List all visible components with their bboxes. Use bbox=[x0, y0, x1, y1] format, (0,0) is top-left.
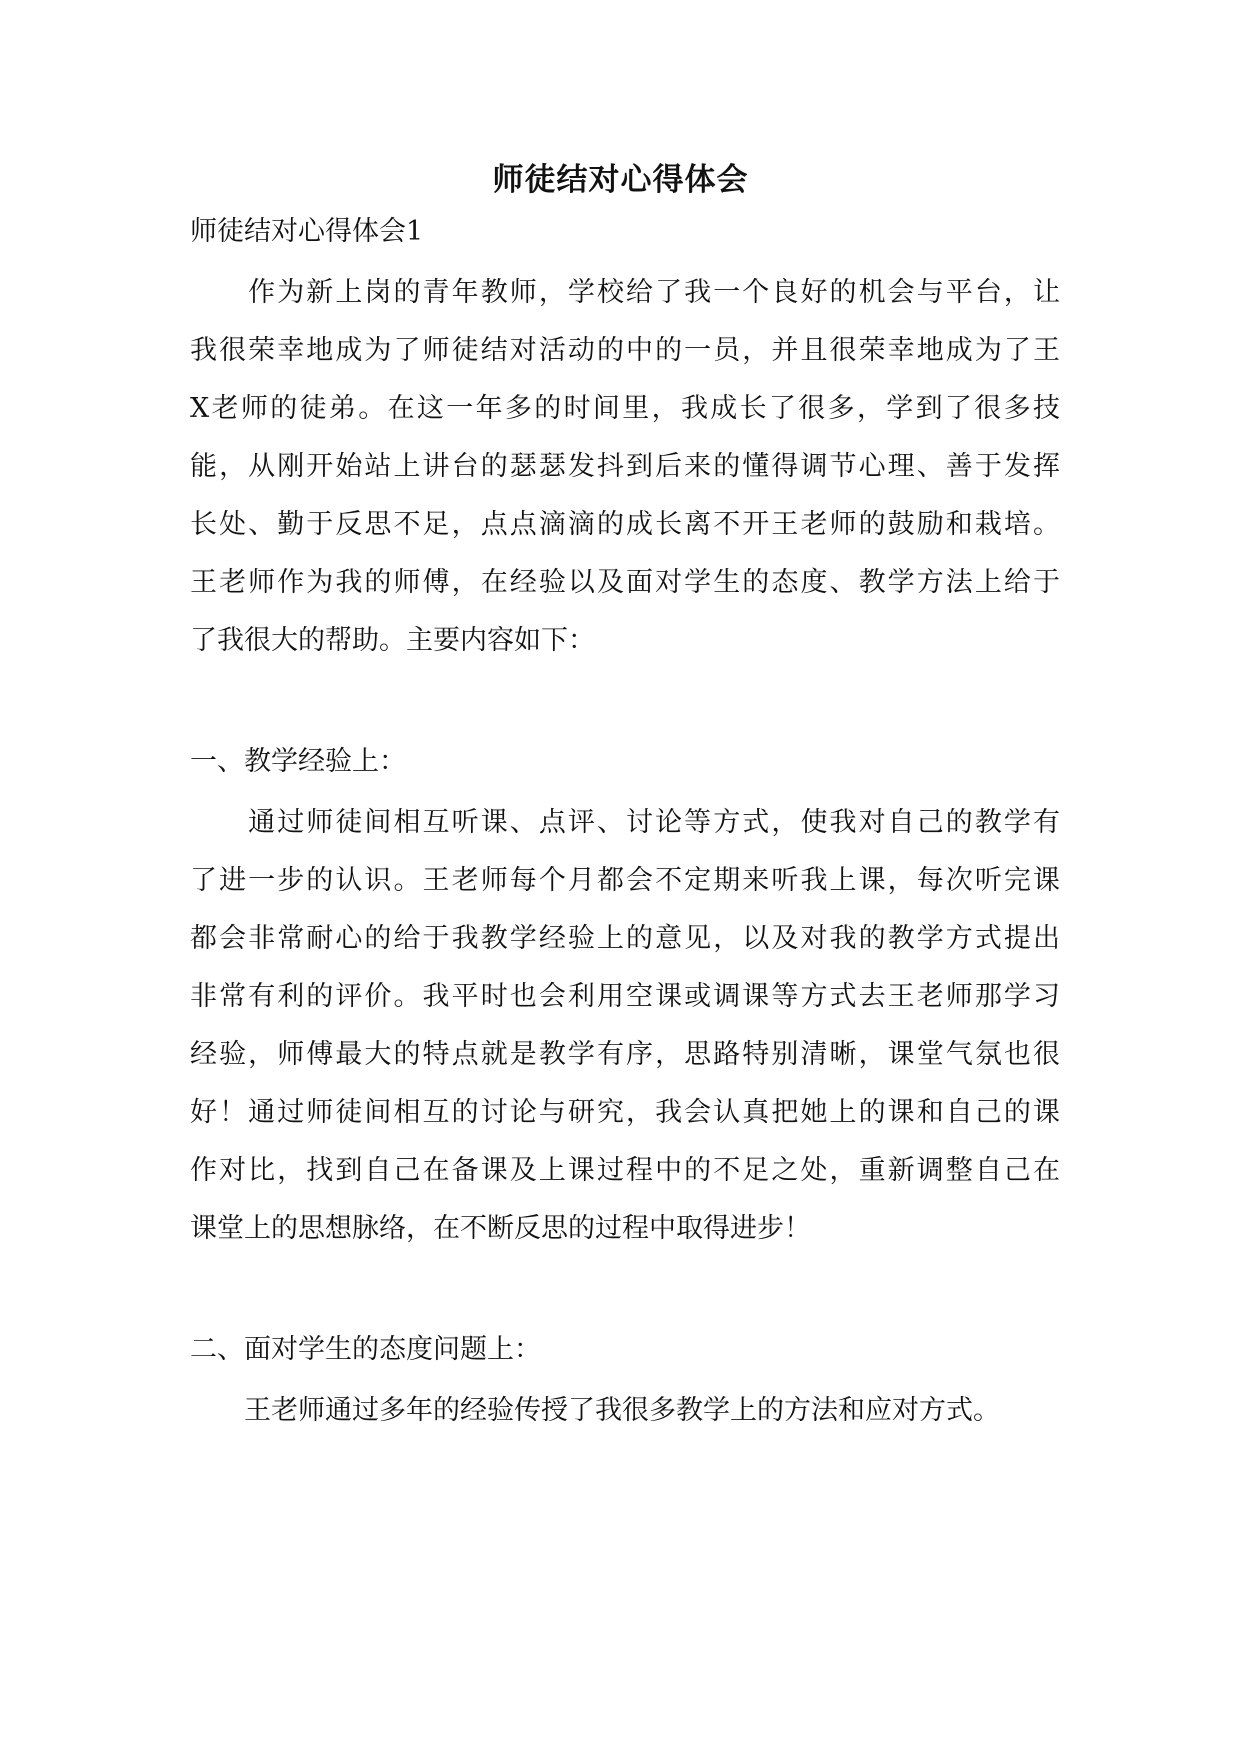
paragraph-line: 课堂上的思想脉络，在不断反思的过程中取得进步！ bbox=[190, 1213, 811, 1244]
document-title: 师徒结对心得体会 bbox=[492, 162, 749, 198]
section-heading: 一、教学经验上： bbox=[190, 746, 406, 777]
paragraph-line: 非常有利的评价。我平时也会利用空课或调课等方式去王老师那学习 bbox=[190, 981, 1060, 1012]
paragraph-line: 都会非常耐心的给于我教学经验上的意见，以及对我的教学方式提出 bbox=[190, 923, 1060, 954]
paragraph-line: 能，从刚开始站上讲台的瑟瑟发抖到后来的懂得调节心理、善于发挥 bbox=[190, 451, 1060, 482]
paragraph-line: 作对比，找到自己在备课及上课过程中的不足之处，重新调整自己在 bbox=[190, 1155, 1060, 1186]
paragraph-line: 我很荣幸地成为了师徒结对活动的中的一员，并且很荣幸地成为了王 bbox=[190, 335, 1060, 366]
paragraph-line: 了进一步的认识。王老师每个月都会不定期来听我上课，每次听完课 bbox=[190, 865, 1060, 896]
document-subtitle: 师徒结对心得体会1 bbox=[190, 216, 424, 247]
section-heading: 二、面对学生的态度问题上： bbox=[190, 1334, 541, 1365]
paragraph-line: 王老师通过多年的经验传授了我很多教学上的方法和应对方式。 bbox=[190, 1395, 1000, 1426]
paragraph-line: 经验，师傅最大的特点就是教学有序，思路特别清晰，课堂气氛也很 bbox=[190, 1039, 1060, 1070]
paragraph-line: 王老师作为我的师傅，在经验以及面对学生的态度、教学方法上给于 bbox=[190, 567, 1060, 598]
paragraph-line: 了我很大的帮助。主要内容如下： bbox=[190, 625, 595, 656]
paragraph-line: 好！通过师徒间相互的讨论与研究，我会认真把她上的课和自己的课 bbox=[190, 1097, 1060, 1128]
paragraph-line: X老师的徒弟。在这一年多的时间里，我成长了很多，学到了很多技 bbox=[190, 393, 1060, 424]
paragraph-line: 作为新上岗的青年教师，学校给了我一个良好的机会与平台，让 bbox=[190, 277, 1060, 308]
paragraph-line: 通过师徒间相互听课、点评、讨论等方式，使我对自己的教学有 bbox=[190, 807, 1060, 838]
paragraph-line: 长处、勤于反思不足，点点滴滴的成长离不开王老师的鼓励和栽培。 bbox=[190, 509, 1060, 540]
